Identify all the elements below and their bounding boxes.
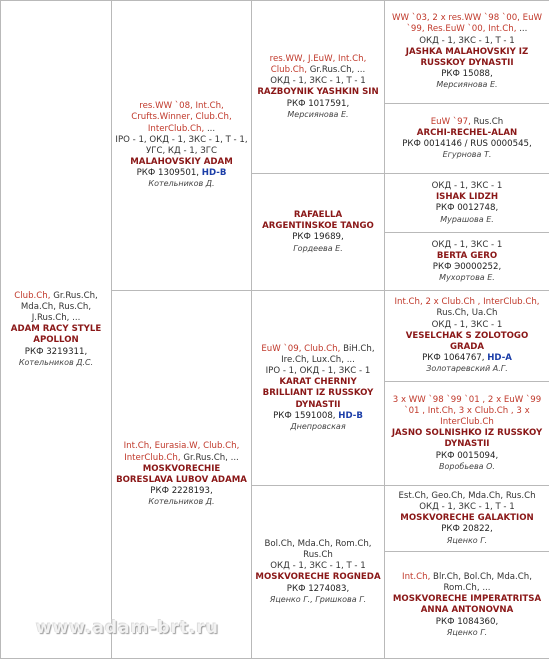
dog-name: MOSKVORECHE ROGNEDA xyxy=(255,572,381,583)
registration: РКФ 0014146 / RUS 0000545, xyxy=(402,139,532,149)
working-tests: ОКД - 1, ЗКС - 1, Т - 1 xyxy=(255,76,381,87)
dog-name: MOSKVORECHE GALAKTION xyxy=(388,513,546,524)
registration-line xyxy=(388,262,546,273)
working-tests: ОКД - 1, ЗКС - 1, Т - 1 xyxy=(255,561,381,572)
dog-name: ARCHI-RECHEL-ALAN xyxy=(388,128,546,139)
titles-red: WW `03, 2 x res.WW `98 `00, EuW `99, Res.EuW `00, Int.Ch, xyxy=(392,13,542,34)
titles-red: EuW `97, xyxy=(431,117,471,127)
registration-line xyxy=(115,168,248,179)
owner: Котельников Д. xyxy=(115,179,248,189)
registration: РКФ 1084360, xyxy=(436,617,498,627)
dog-name: RAZBOYNIK YASHKIN SIN xyxy=(255,87,381,98)
owner: Мерсиянова Е. xyxy=(388,80,546,90)
dog-name: MALAHOVSKIY ADAM xyxy=(115,157,248,168)
owner: Воробьева О. xyxy=(388,462,546,472)
registration: РКФ 15088, xyxy=(441,69,492,79)
dog-name: MOSKVORECHIE BORESLAVA LUBOV ADAMA xyxy=(115,464,248,486)
registration-line xyxy=(388,524,546,535)
pedigree-cell xyxy=(385,552,549,659)
registration-line xyxy=(388,69,546,80)
registration: РКФ 19689, xyxy=(292,232,343,242)
working-tests: ОКД - 1, ЗКС - 1 xyxy=(388,240,546,251)
pedigree-cell xyxy=(112,291,252,659)
pedigree-cell xyxy=(385,291,549,382)
working-tests: ОКД - 1, ЗКС - 1, Т - 1 xyxy=(388,36,546,47)
dog-name: KARAT CHERNIY BRILLIANT IZ RUSSKOY DYNASTII xyxy=(255,377,381,411)
registration-line xyxy=(388,353,546,364)
registration-line xyxy=(4,347,108,358)
registration: РКФ 0015094, xyxy=(436,451,498,461)
pedigree-cell xyxy=(252,291,385,486)
dog-name: RAFAELLA ARGENTINSKOE TANGO xyxy=(255,210,381,232)
owner: Яценко Г. xyxy=(388,628,546,638)
titles: Est.Ch, Geo.Ch, Mda.Ch, Rus.Ch xyxy=(398,491,535,501)
titles-red: EuW `09, Club.Ch, xyxy=(261,344,340,354)
registration-line xyxy=(388,451,546,462)
owner: Мурашова Е. xyxy=(388,215,546,225)
registration-line xyxy=(388,203,546,214)
pedigree-cell xyxy=(385,233,549,291)
titles-red: Int.Ch, Eurasia.W, Club.Ch, InterClub.Ch, xyxy=(124,441,240,462)
dog-name: JASHKA MALAHOVSKIY IZ RUSSKOY DYNASTII xyxy=(388,47,546,69)
titles: Gr.Rus.Ch, ... xyxy=(183,453,238,463)
pedigree-cell xyxy=(385,486,549,552)
owner: Днепровская xyxy=(255,422,381,432)
pedigree-cell xyxy=(385,1,549,104)
owner: Яценко Г., Гришкова Г. xyxy=(255,595,381,605)
registration-line xyxy=(255,232,381,243)
titles-red: Club.Ch, xyxy=(14,291,50,301)
registration: РКФ Э0000252, xyxy=(433,262,501,272)
registration-line xyxy=(388,617,546,628)
registration: РКФ 1309501, xyxy=(137,168,199,178)
registration-line xyxy=(115,486,248,497)
titles: Rus.Ch xyxy=(474,117,504,127)
owner: Яценко Г. xyxy=(388,536,546,546)
titles-red: res.WW, J.EuW, Int.Ch, Club.Ch, xyxy=(270,54,367,75)
registration-line xyxy=(255,584,381,595)
titles-red: res.WW `08, Int.Ch, Crufts.Winner, Club.Ch, InterClub.Ch, xyxy=(131,101,232,133)
working-tests: ОКД - 1, ЗКС - 1 xyxy=(388,320,546,331)
registration: РКФ 1017591, xyxy=(287,99,349,109)
registration: РКФ 0012748, xyxy=(436,203,498,213)
owner: Егурнова Т. xyxy=(388,150,546,160)
titles: ... xyxy=(519,24,527,34)
titles: Gr.Rus.Ch, ... xyxy=(310,65,365,75)
registration-line xyxy=(255,411,381,422)
owner: Золотаревский А.Г. xyxy=(388,364,546,374)
site-watermark: www.adam-brt.ru xyxy=(36,618,219,638)
titles-red: 3 x WW `98 `99 `01 , 2 x EuW `99 `01 , Int.Ch, 3 x Club.Ch , 3 x InterClub.Ch xyxy=(393,395,541,427)
dog-name: ADAM RACY STYLE APOLLON xyxy=(4,324,108,346)
dog-name: VESELCHAK S ZOLOTOGO GRADA xyxy=(388,331,546,353)
titles: Gr.Rus.Ch, Mda.Ch, Rus.Ch, J.Rus.Ch, ... xyxy=(21,291,98,323)
registration: РКФ 1591008, xyxy=(273,411,335,421)
registration: РКФ 20822, xyxy=(441,524,492,534)
working-tests: IPO - 1, ОКД - 1, ЗКС - 1 xyxy=(255,366,381,377)
titles: Bol.Ch, Mda.Ch, Rom.Ch, Rus.Ch xyxy=(264,539,371,560)
owner: Мерсиянова Е. xyxy=(255,110,381,120)
registration-line xyxy=(388,139,546,150)
owner: Котельников Д.С. xyxy=(4,358,108,368)
titles: BiH.Ch, Ire.Ch, Lux.Ch, ... xyxy=(281,344,375,365)
owner: Котельников Д. xyxy=(115,497,248,507)
pedigree-cell xyxy=(385,104,549,174)
registration: РКФ 1274083, xyxy=(287,584,349,594)
working-tests: IPO - 1, ОКД - 1, ЗКС - 1, Т - 1, УГС, КД - 1, ЗГС xyxy=(115,135,248,157)
hd-score: HD-B xyxy=(202,168,227,178)
pedigree-cell xyxy=(1,1,112,659)
hd-score: HD-B xyxy=(338,411,363,421)
registration: РКФ 2228193, xyxy=(150,486,212,496)
titles: Rus.Ch, Ua.Ch xyxy=(437,308,498,318)
pedigree-cell xyxy=(385,382,549,486)
hd-score: HD-A xyxy=(487,353,512,363)
dog-name: ISHAK LIDZH xyxy=(388,192,546,203)
registration: РКФ 3219311, xyxy=(25,347,87,357)
dog-name: BERTA GERO xyxy=(388,251,546,262)
owner: Мухортова Е. xyxy=(388,273,546,283)
titles-red: Int.Ch, xyxy=(402,572,430,582)
pedigree-cell xyxy=(385,174,549,233)
working-tests: ОКД - 1, ЗКС - 1, Т - 1 xyxy=(388,502,546,513)
pedigree-cell xyxy=(252,174,385,291)
registration: РКФ 1064767, xyxy=(422,353,484,363)
dog-name: MOSKVORECHE IMPERATRITSA ANNA ANTONOVNA xyxy=(388,594,546,616)
registration-line xyxy=(255,99,381,110)
dog-name: JASNO SOLNISHKO IZ RUSSKOY DYNASTII xyxy=(388,428,546,450)
titles: ... xyxy=(207,124,215,134)
pedigree-cell xyxy=(252,1,385,174)
owner: Гордеева Е. xyxy=(255,244,381,254)
working-tests: ОКД - 1, ЗКС - 1 xyxy=(388,181,546,192)
titles: Blr.Ch, Bol.Ch, Mda.Ch, Rom.Ch, ... xyxy=(433,572,532,593)
titles-red: Int.Ch, 2 x Club.Ch , InterClub.Ch, xyxy=(394,297,539,307)
pedigree-cell xyxy=(252,486,385,659)
pedigree-cell xyxy=(112,1,252,291)
